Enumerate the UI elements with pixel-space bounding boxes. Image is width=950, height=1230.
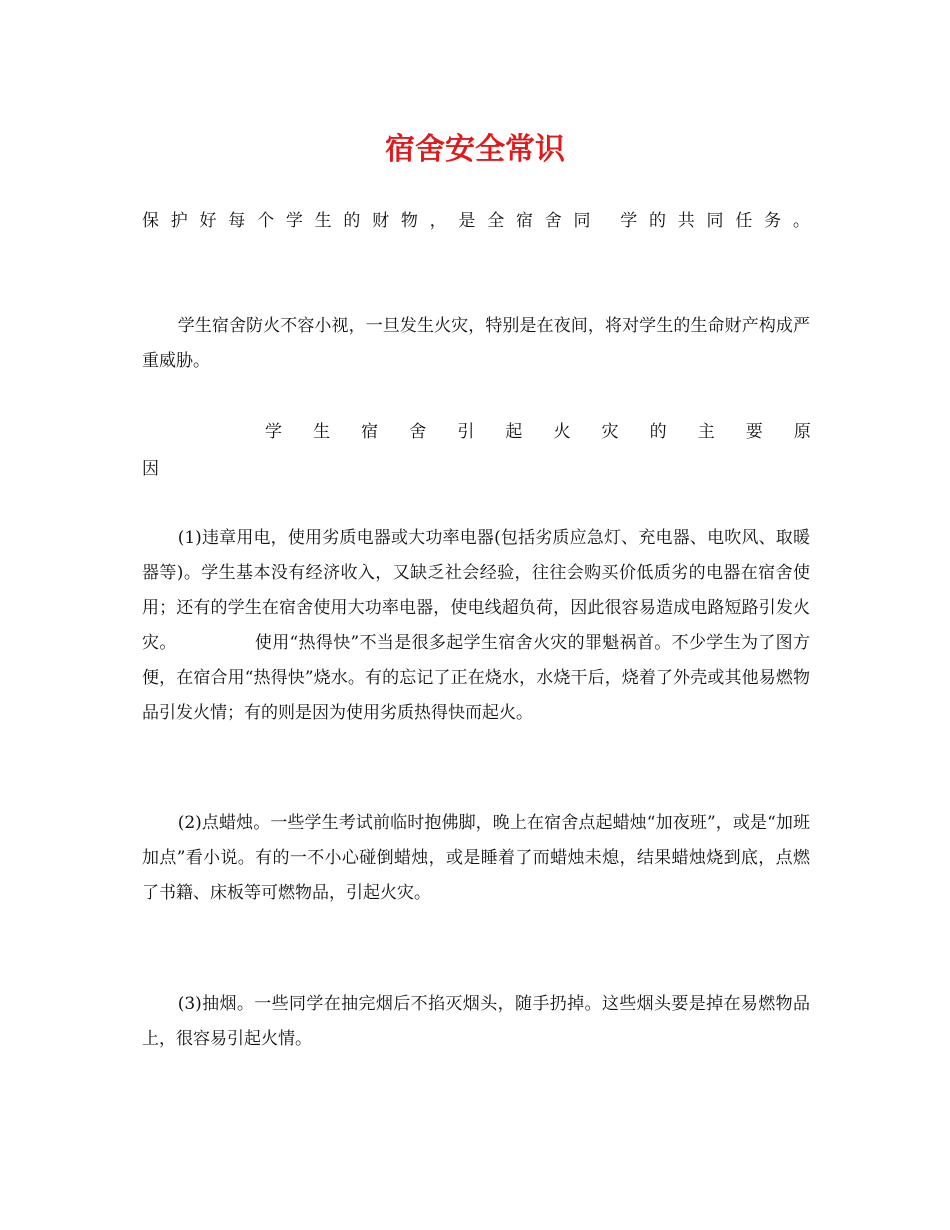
intro-char: 的 (649, 211, 667, 231)
heading-char: 舍 (409, 422, 427, 442)
intro-char: 的 (343, 211, 361, 231)
paragraph-fire-warning: 学生宿舍防火不容小视，一旦发生火灾，特别是在夜间，将对学生的生命财产构成严重威胁。 (142, 316, 810, 371)
section-heading (265, 414, 811, 450)
intro-char: 是 (458, 211, 476, 231)
intro-char: 财 (372, 211, 390, 231)
intro-char: 务 (764, 211, 782, 231)
intro-char: 同 (706, 211, 724, 231)
intro-char: 学 (620, 211, 638, 231)
heading-char: 生 (313, 422, 331, 442)
paragraph-electrical: (1)违章用电，使用劣质电器或大功率电器(包括劣质应急灯、充电器、电吹风、取暖器等)。学生基本没有经济收入，又缺乏社会经验，往往会购买价低质劣的电器在宿舍使用；还有的学生在宿舍使用大功率电器，使电线超负荷，因此很容易造成电路短路引发火灾。 使用“热得快”不当是很多起学生宿舍火灾的罪魁祸首。不少学生为了图方便，在宿合用“热得快”烧水。有的忘记了正在烧水，水烧干后，烧着了外壳或其他易燃物品引发火情；有的则是因为使用劣质热得快而起火。 (142, 528, 810, 723)
paragraph-candles: (2)点蜡烛。一些学生考试前临时抱佛脚，晚上在宿舍点起蜡烛“加夜班”，或是“加班加点”看小说。有的一不小心碰倒蜡烛，或是睡着了而蜡烛未熄，结果蜡烛烧到底，点燃了书籍、床板等可燃物品，引起火灾。 (142, 813, 810, 903)
section-heading-tail: 因 (142, 459, 159, 479)
intro-char: 学 (285, 211, 303, 231)
heading-char: 学 (265, 422, 282, 442)
intro-char: 同 (573, 211, 591, 231)
heading-char: 要 (745, 422, 763, 442)
heading-char: 宿 (361, 422, 379, 442)
heading-char: 引 (457, 422, 475, 442)
intro-char: 护 (170, 211, 188, 231)
intro-char: 个 (257, 211, 275, 231)
paragraph-smoking: (3)抽烟。一些同学在抽完烟后不掐灭烟头，随手扔掉。这些烟头要是掉在易燃物品上，很容易引起火情。 (142, 994, 810, 1049)
intro-char: 生 (314, 211, 332, 231)
intro-char: 物 (400, 211, 418, 231)
intro-char: 。 (792, 211, 810, 231)
intro-char: 舍 (544, 211, 562, 231)
intro-char: 每 (228, 211, 246, 231)
heading-char: 火 (553, 422, 571, 442)
intro-char: 共 (677, 211, 695, 231)
intro-char: 全 (487, 211, 505, 231)
heading-char: 起 (505, 422, 523, 442)
intro-char: ， (429, 211, 447, 231)
heading-char: 的 (649, 422, 667, 442)
heading-char: 灾 (601, 422, 619, 442)
intro-char: 任 (735, 211, 753, 231)
intro-line (142, 203, 810, 239)
intro-char: 好 (199, 211, 217, 231)
heading-char: 主 (697, 422, 715, 442)
intro-char: 保 (142, 211, 159, 231)
page-title: 宿舍安全常识 (385, 132, 565, 167)
heading-char: 原 (793, 422, 811, 442)
intro-char: 宿 (515, 211, 533, 231)
